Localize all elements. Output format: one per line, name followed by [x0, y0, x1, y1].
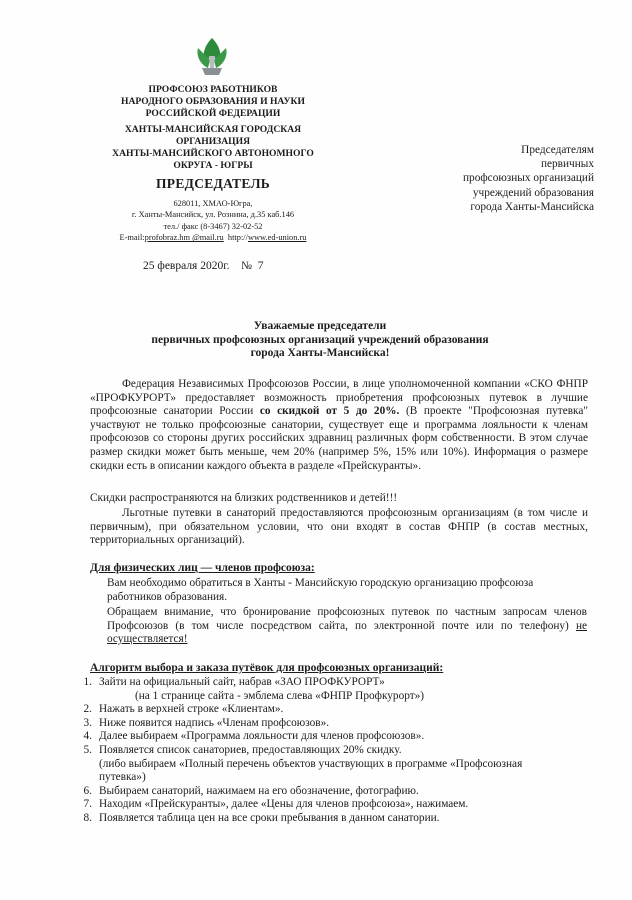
- recipient-block: [410, 143, 594, 214]
- org-line: ПРОФСОЮЗ РАБОТНИКОВ: [148, 84, 278, 95]
- org-line: ОРГАНИЗАЦИЯ: [175, 136, 251, 147]
- recipient-line: Председателям: [521, 144, 594, 156]
- letter-date: 25 февраля 2020г. № 7: [143, 260, 264, 272]
- section-heading-individuals: Для физических лиц — членов профсоюза:: [90, 562, 315, 574]
- organization-name: [88, 84, 338, 172]
- recipient-line: профсоюзных организаций: [463, 172, 594, 185]
- email-link[interactable]: profobraz.hm @mail.ru: [144, 233, 224, 243]
- recipient-line: первичных: [540, 158, 594, 171]
- greeting-line: города Ханты-Мансийска!: [250, 347, 390, 360]
- individuals-paragraph-1: Вам необходимо обратиться в Ханты - Мансийскую городскую организацию профсоюза работников образования.: [107, 577, 534, 603]
- org-line: РОССИЙСКОЙ ФЕДЕРАЦИИ: [145, 108, 281, 119]
- org-line: НАРОДНОГО ОБРАЗОВАНИЯ И НАУКИ: [121, 96, 305, 107]
- greeting-line: Уважаемые председатели: [253, 320, 387, 332]
- org-line: ХАНТЫ-МАНСИЙСКАЯ ГОРОДСКАЯ: [124, 124, 302, 135]
- list-item: 8. Появляется таблица цен на все сроки пребывания в данном санатории.: [83, 811, 440, 824]
- org-line: ХАНТЫ-МАНСИЙСКОГО АВТОНОМНОГО: [112, 148, 314, 159]
- individuals-paragraph-2: Обращаем внимание, что бронирование профсоюзных путевок по частным запросам членов Профсоюзов (в том числе посредством сайта, по электронной почте или по телефону) не осуществляется!: [107, 606, 587, 646]
- section-heading-algorithm: Алгоритм выбора и заказа путёвок для профсоюзных организаций:: [90, 662, 444, 674]
- list-item: 2. Нажать в верхней строке «Клиентам».: [83, 703, 284, 716]
- address-line: 628011, ХМАО-Югра,: [173, 199, 253, 208]
- address-line: г. Ханты-Мансийск, ул. Рознина, д.35 каб.146: [131, 210, 295, 220]
- recipient-line: города Ханты-Мансийска: [470, 200, 594, 213]
- list-item: 7. Находим «Прейскуранты», далее «Цены для членов профсоюза», нажимаем.: [83, 798, 469, 811]
- list-item: 1. Зайти на официальный сайт, набрав «ЗАО ПРОФКУРОРТ» (на 1 странице сайта - эмблема слева «ФНПР Профкурорт»): [83, 676, 425, 702]
- union-emblem-icon: [192, 34, 232, 76]
- list-item: 3. Ниже появится надпись «Членам профсоюзов».: [83, 716, 330, 729]
- body-paragraph-1: Федерация Независимых Профсоюзов России, в лице уполномоченной компании «СКО ФНПР «ПРОФКУРОРТ» предоставляет возможность приобретения профсоюзных путевок в лучшие профсоюзные санатории России со скидкой от 5 до 20%. (В проекте "Профсоюзная путевка" участвуют не только профсоюзные санатории, существует еще и программа лояльности к членам профсоюзов со стороны других российских здравниц различных форм собственности. В этом случае размер скидки может быть меньше, чем 20% (например 5%, 15% или 10%). Информация о размере скидки есть в описании каждого объекта в разделе «Прейскуранты».: [90, 378, 588, 472]
- phone-line: тел./ факс (8-3467) 32-02-52: [163, 221, 263, 231]
- body-paragraph-2: Скидки распространяются на близких родственников и детей!!!: [90, 492, 398, 504]
- list-item: 5. Появляется список санаториев, предоставляющих 20% скидку. (либо выбираем «Полный перечень объектов участвующих в программе «Профсоюзная путевка»): [83, 743, 523, 784]
- contact-block: [88, 198, 338, 244]
- body-paragraph-3: Льготные путевки в санаторий предоставляются профсоюзным организациям (в том числе и первичным), при обязательном условии, что они входят в состав ФНПР (в состав местных, территориальных организаций).: [90, 507, 588, 547]
- greeting-line: первичных профсоюзных организаций учреждений образования: [151, 333, 489, 346]
- chair-title: ПРЕДСЕДАТЕЛЬ: [155, 176, 271, 191]
- list-item: 4. Далее выбираем «Программа лояльности для членов профсоюзов».: [83, 730, 425, 743]
- algorithm-steps: [70, 676, 570, 826]
- recipient-line: учреждений образования: [472, 186, 594, 199]
- website-link[interactable]: www.ed-union.ru: [247, 233, 307, 243]
- greeting: [90, 320, 550, 361]
- org-line: ОКРУГА - ЮГРЫ: [173, 160, 253, 171]
- list-item: 6. Выбираем санаторий, нажимаем на его обозначение, фотографию.: [83, 784, 419, 797]
- email-line: E-mail:profobraz.hm @mail.ru http://www.ed-union.ru: [119, 233, 307, 243]
